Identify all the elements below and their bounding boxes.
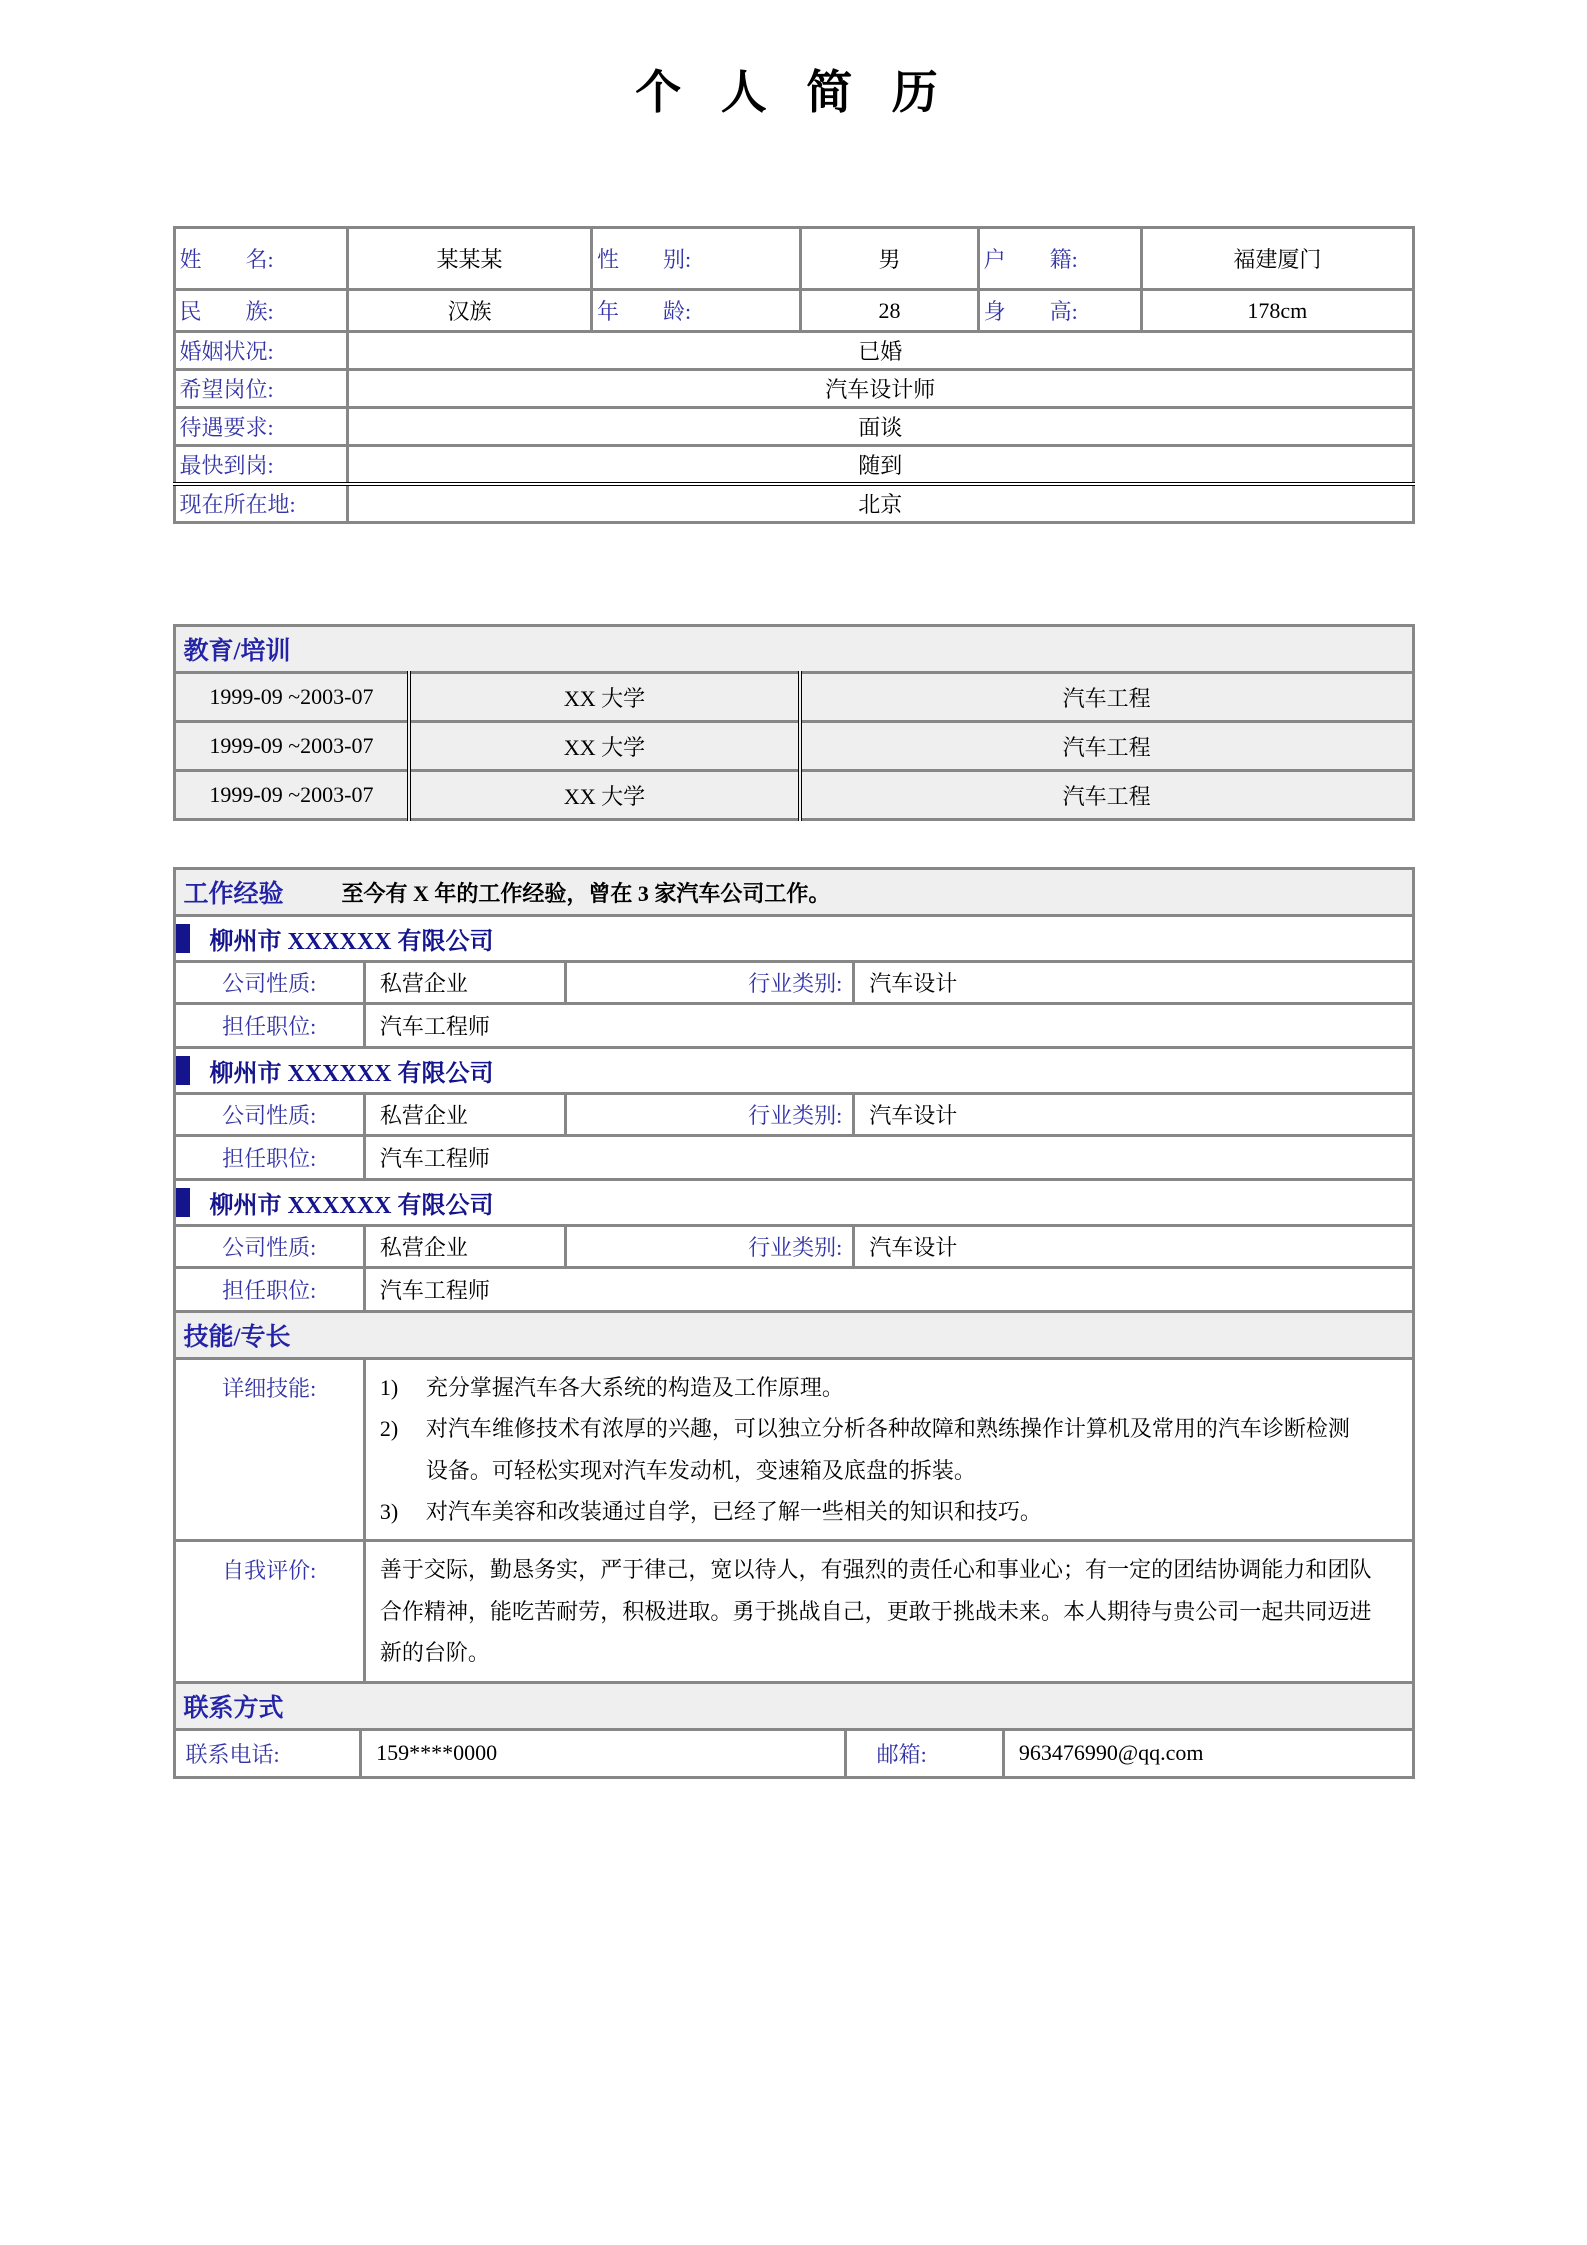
salary-value: 面谈 xyxy=(347,408,1413,446)
ethnicity-value: 汉族 xyxy=(347,290,591,332)
table-row-desired-position xyxy=(174,370,1413,408)
company-nature-label: 公司性质: xyxy=(176,1227,366,1266)
education-major: 汽车工程 xyxy=(800,771,1413,820)
work-experience-header xyxy=(176,870,1412,914)
company-nature-value: 私营企业 xyxy=(366,1095,567,1134)
experience-section xyxy=(173,867,1415,1779)
gender-value: 男 xyxy=(801,228,978,290)
company-name: 柳州市 XXXXXX 有限公司 xyxy=(209,1061,494,1087)
education-school: XX 大学 xyxy=(409,722,799,771)
height-label: 身 高: xyxy=(978,290,1142,332)
company-marker-block xyxy=(176,1188,190,1217)
skill-item xyxy=(380,1491,1372,1532)
ethnicity-label: 民 族: xyxy=(174,290,347,332)
education-period: 1999-09 ~2003-07 xyxy=(174,722,409,771)
position-label: 担任职位: xyxy=(176,1269,366,1310)
age-label: 年 龄: xyxy=(592,290,801,332)
position-row xyxy=(176,1002,1412,1046)
table-row-location xyxy=(174,484,1413,523)
email-value: 963476990@qq.com xyxy=(1018,1740,1204,1766)
industry-label: 行业类别: xyxy=(567,963,855,1002)
education-table xyxy=(173,624,1415,821)
education-school: XX 大学 xyxy=(409,673,799,722)
skill-item-number: 1) xyxy=(379,1375,399,1400)
table-row-salary xyxy=(174,408,1413,446)
education-school: XX 大学 xyxy=(409,771,799,820)
detail-skills-label: 详细技能: xyxy=(176,1360,366,1539)
company-name: 柳州市 XXXXXX 有限公司 xyxy=(209,929,494,955)
self-evaluation-label: 自我评价: xyxy=(176,1542,366,1680)
education-period: 1999-09 ~2003-07 xyxy=(174,673,409,722)
registry-label: 户 籍: xyxy=(978,228,1142,290)
basic-info-table xyxy=(173,226,1415,524)
company-nature-value: 私营企业 xyxy=(366,963,567,1002)
skill-item-number: 3) xyxy=(379,1499,399,1525)
position-value: 汽车工程师 xyxy=(379,1278,490,1303)
resume-content xyxy=(173,226,1415,1779)
industry-value: 汽车设计 xyxy=(869,1235,958,1260)
company-title-row xyxy=(176,914,1412,960)
location-value: 北京 xyxy=(347,484,1413,523)
education-major: 汽车工程 xyxy=(800,722,1413,771)
education-header-cell xyxy=(174,626,1413,673)
company-name: 柳州市 XXXXXX 有限公司 xyxy=(209,1193,494,1219)
company-nature-label: 公司性质: xyxy=(176,1095,366,1134)
position-row xyxy=(176,1266,1412,1310)
position-value: 汽车工程师 xyxy=(379,1146,490,1171)
company-nature-row xyxy=(176,1224,1412,1266)
contact-row xyxy=(176,1728,1412,1776)
company-title-row xyxy=(176,1046,1412,1092)
work-experience-summary: 至今有 X 年的工作经验，曾在 3 家汽车公司工作。 xyxy=(341,880,831,906)
position-value: 汽车工程师 xyxy=(379,1014,490,1039)
position-label: 担任职位: xyxy=(176,1005,366,1046)
page-title: 个 人 简 历 xyxy=(635,67,952,118)
industry-label: 行业类别: xyxy=(567,1095,855,1134)
company-nature-label: 公司性质: xyxy=(176,963,366,1002)
education-header-row xyxy=(174,626,1413,673)
registry-value: 福建厦门 xyxy=(1142,228,1413,290)
skill-item xyxy=(380,1408,1372,1491)
skills-section-title: 技能/专长 xyxy=(183,1324,291,1351)
detail-skills-content xyxy=(366,1360,1412,1539)
desired-position-value: 汽车设计师 xyxy=(347,370,1413,408)
availability-label: 最快到岗: xyxy=(174,446,347,485)
company-nature-value: 私营企业 xyxy=(366,1227,567,1266)
table-row-marital xyxy=(174,332,1413,370)
company-title-row xyxy=(176,1178,1412,1224)
skills-header xyxy=(176,1310,1412,1357)
location-label: 现在所在地: xyxy=(174,484,347,523)
skill-item-text: 对汽车维修技术有浓厚的兴趣，可以独立分析各种故障和熟练操作计算机及常用的汽车诊断检测设备。可轻松实现对汽车发动机，变速箱及底盘的拆装。 xyxy=(425,1416,1350,1483)
education-row xyxy=(174,771,1413,820)
skill-item-text: 充分掌握汽车各大系统的构造及工作原理。 xyxy=(425,1375,844,1400)
industry-label: 行业类别: xyxy=(567,1227,855,1266)
work-experience-title: 工作经验 xyxy=(183,881,284,908)
availability-value: 随到 xyxy=(347,446,1413,485)
industry-value: 汽车设计 xyxy=(869,971,958,996)
company-marker-block xyxy=(176,924,190,953)
skill-item-number: 2) xyxy=(379,1416,399,1442)
height-value: 178cm xyxy=(1142,290,1413,332)
detail-skills-row xyxy=(176,1357,1412,1539)
company-nature-row xyxy=(176,1092,1412,1134)
contact-section-title: 联系方式 xyxy=(183,1694,284,1722)
skill-item xyxy=(380,1367,1372,1408)
age-value: 28 xyxy=(801,290,978,332)
marital-value: 已婚 xyxy=(347,332,1413,370)
self-evaluation-text: 善于交际，勤恳务实，严于律己，宽以待人，有强烈的责任心和事业心；有一定的团结协调能力和团队合作精神，能吃苦耐劳，积极进取。勇于挑战自己，更敢于挑战未来。本人期待与贵公司一起共同迈进新的台阶。 xyxy=(379,1557,1372,1666)
gender-label: 性 别: xyxy=(592,228,801,290)
name-label: 姓 名: xyxy=(174,228,347,290)
education-section-title: 教育/培训 xyxy=(183,638,291,665)
company-marker-block xyxy=(176,1056,190,1085)
education-period: 1999-09 ~2003-07 xyxy=(174,771,409,820)
phone-value: 159****0000 xyxy=(362,1731,847,1776)
phone-label: 联系电话: xyxy=(176,1731,363,1776)
position-label: 担任职位: xyxy=(176,1137,366,1178)
education-major: 汽车工程 xyxy=(800,673,1413,722)
table-row-availability xyxy=(174,446,1413,485)
salary-label: 待遇要求: xyxy=(174,408,347,446)
desired-position-label: 希望岗位: xyxy=(174,370,347,408)
company-nature-row xyxy=(176,960,1412,1002)
marital-label: 婚姻状况: xyxy=(174,332,347,370)
skill-item-text: 对汽车美容和改装通过自学，已经了解一些相关的知识和技巧。 xyxy=(425,1499,1042,1525)
industry-value: 汽车设计 xyxy=(869,1103,958,1128)
education-row xyxy=(174,673,1413,722)
education-row xyxy=(174,722,1413,771)
name-value: 某某某 xyxy=(347,228,591,290)
email-label: 邮箱: xyxy=(847,1731,1005,1776)
position-row xyxy=(176,1134,1412,1178)
self-evaluation-row xyxy=(176,1539,1412,1680)
table-row-ethnicity xyxy=(174,290,1413,332)
table-row-name xyxy=(174,228,1413,290)
contact-header xyxy=(176,1681,1412,1728)
